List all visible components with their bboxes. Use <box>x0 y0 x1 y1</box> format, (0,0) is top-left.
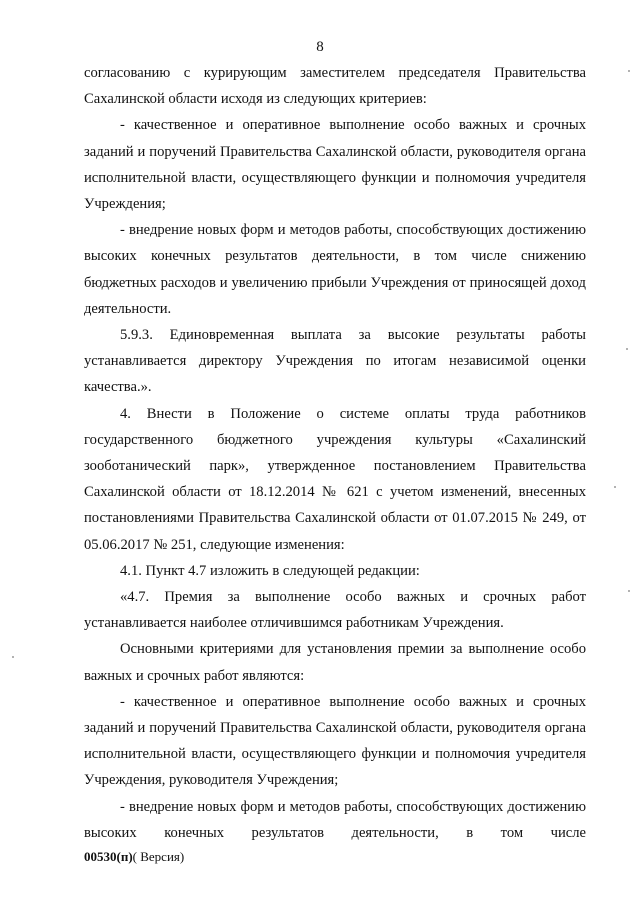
paragraph-continuation: согласованию с курирующим заместителем председателя Правительства Сахалинской области исходя из следующих критериев: <box>84 65 586 108</box>
document-footer <box>84 849 184 865</box>
document-code: 00530(п) <box>84 849 133 864</box>
paragraph-main-criteria: Основными критериями для установления премии за выполнение особо важных и срочных работ являются: <box>84 641 586 684</box>
scan-speck <box>626 348 628 350</box>
paragraph-criterion-quality: - качественное и оперативное выполнение особо важных и срочных заданий и поручений Правительства Сахалинской области, руководителя органа исполнительной власти, осуществляющего функции и полномочия учредителя Учреждения; <box>84 117 586 213</box>
scan-speck <box>628 70 630 72</box>
paragraph-item-4: 4. Внести в Положение о системе оплаты труда работников государственного бюджетного учреждения культуры «Сахалинский зооботанический парк», утвержденное постановлением Правительства Сахалинской области от 18.12.2014 № 621 с учетом изменений, внесенных постановлениями Правительства Сахалинской области от 01.07.2015 № 249, от 05.06.2017 № 251, следующие изменения: <box>84 405 586 553</box>
page-number: 8 <box>316 39 324 55</box>
paragraph-criterion-quality-2: - качественное и оперативное выполнение особо важных и срочных заданий и поручений Правительства Сахалинской области, руководителя органа исполнительной власти, осуществляющего функции и полномочия учредителя Учреждения, руководителя Учреждения; <box>84 693 586 789</box>
paragraph-criterion-innovation-2: - внедрение новых форм и методов работы, способствующих достижению высоких конечных результатов деятельности, в том числе <box>84 798 586 841</box>
scan-speck <box>614 486 616 488</box>
document-body <box>84 60 586 846</box>
paragraph-criterion-innovation: - внедрение новых форм и методов работы, способствующих достижению высоких конечных результатов деятельности, в том числе снижению бюджетных расходов и увеличению прибыли Учреждения от приносящей доход деятельности. <box>84 222 586 317</box>
document-version-label: ( Версия) <box>132 849 185 864</box>
paragraph-item-4-7: «4.7. Премия за выполнение особо важных и срочных работ устанавливается наиболее отличившимся работникам Учреждения. <box>84 589 586 632</box>
scan-speck <box>12 656 14 658</box>
scan-speck <box>628 590 630 592</box>
paragraph-item-4-1: 4.1. Пункт 4.7 изложить в следующей редакции: <box>120 562 420 579</box>
paragraph-5-9-3: 5.9.3. Единовременная выплата за высокие результаты работы устанавливается директору Учреждения по итогам независимой оценки качества.». <box>84 327 586 396</box>
